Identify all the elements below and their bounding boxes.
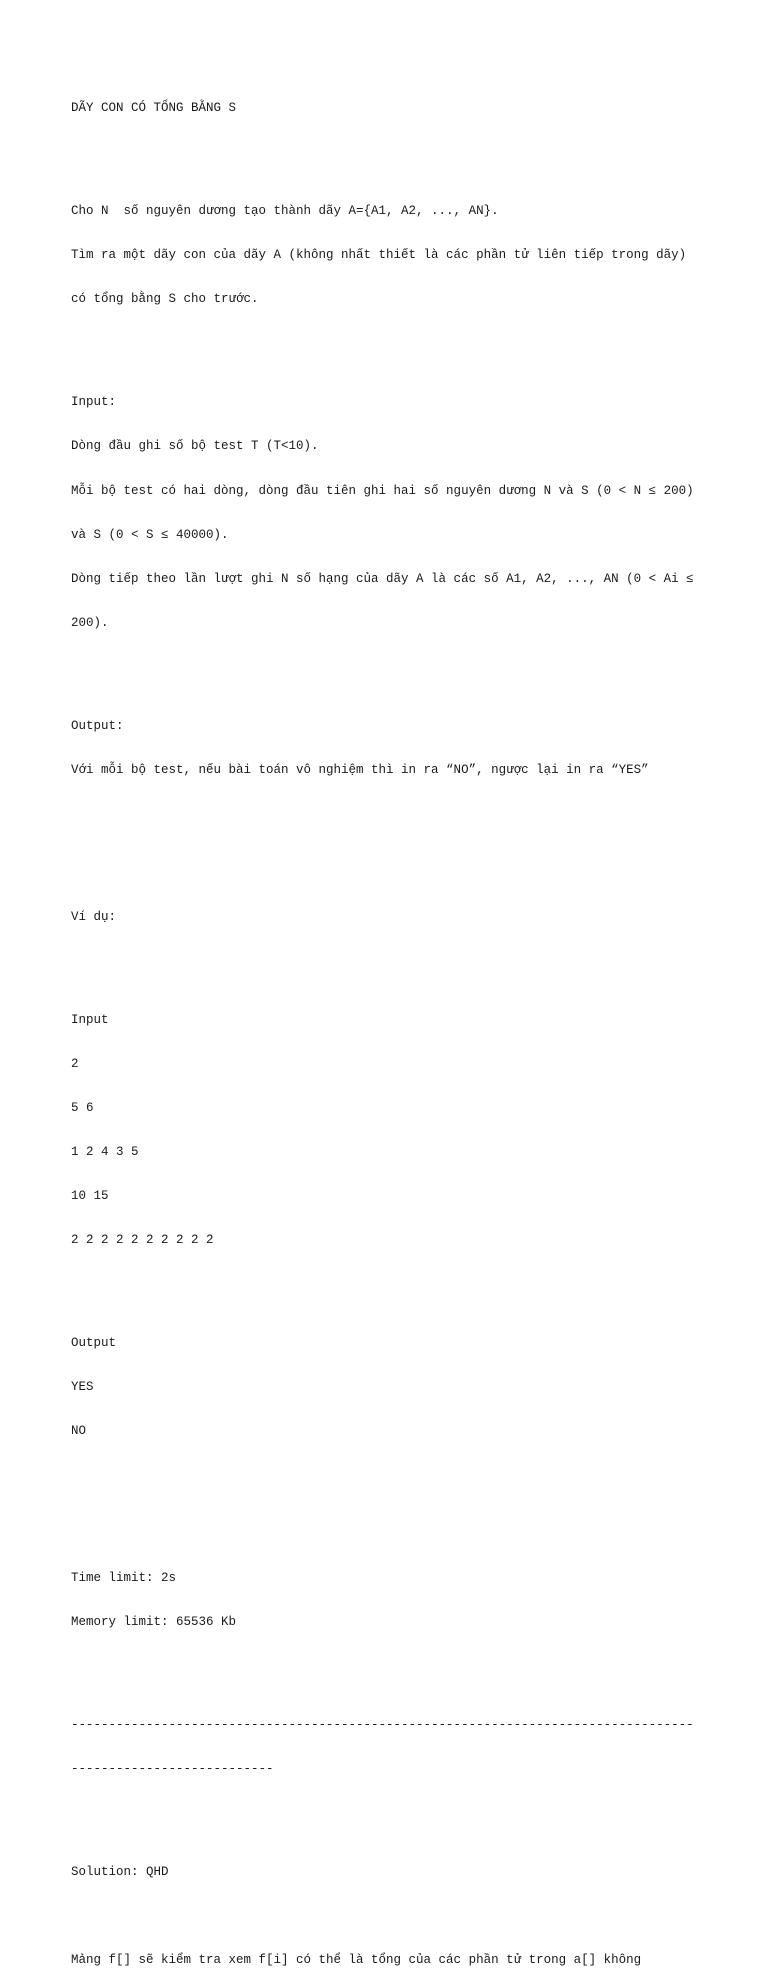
document-body [71,72,711,1983]
spacer [71,807,711,822]
output-heading: Output: [71,718,124,733]
input-line-2: Mỗi bộ test có hai dòng, dòng đầu tiên ghi hai số nguyên dương N và S (0 < N ≤ 200) [71,483,694,498]
example-input-line: 1 2 4 3 5 [71,1144,139,1159]
example-output-line: NO [71,1424,87,1439]
separator-line-2: --------------------------- [71,1762,274,1777]
spacer [71,1512,711,1527]
intro-line-2: Tìm ra một dãy con của dãy A (không nhất thiết là các phần tử liên tiếp trong dãy) [71,248,687,263]
example-input-line: 2 2 2 2 2 2 2 2 2 2 [71,1233,214,1248]
intro-line-1: Cho N số nguyên dương tạo thành dãy A={A1, A2, ..., AN}. [71,204,499,219]
input-line-5: 200). [71,615,109,630]
spacer [71,1806,711,1821]
example-input-label: Input [71,1012,109,1027]
example-output-line: YES [71,1380,94,1395]
output-line-1: Với mỗi bộ test, nếu bài toán vô nghiệm thì in ra “NO”, ngược lại in ra “YES” [71,762,649,777]
spacer [71,954,711,969]
spacer [71,660,711,675]
spacer [71,337,711,352]
intro-line-3: có tổng bằng S cho trước. [71,292,259,307]
document-title: DÃY CON CÓ TỔNG BẰNG S [71,101,237,116]
input-line-1: Dòng đầu ghi số bộ test T (T<10). [71,439,319,454]
separator-line-1: ----------------------------------------------------------------------------------- [71,1718,694,1733]
time-limit: Time limit: 2s [71,1571,177,1586]
solution-text: Mảng f[] sẽ kiểm tra xem f[i] có thể là tổng của các phần tử trong a[] không [71,1953,642,1968]
spacer [71,1909,711,1924]
input-heading: Input: [71,395,117,410]
example-input-line: 5 6 [71,1100,94,1115]
example-heading: Ví dụ: [71,909,117,924]
example-output-label: Output [71,1336,117,1351]
memory-limit: Memory limit: 65536 Kb [71,1615,237,1630]
input-line-3: và S (0 < S ≤ 40000). [71,527,229,542]
spacer [71,1659,711,1674]
spacer [71,1468,711,1483]
input-line-4: Dòng tiếp theo lần lượt ghi N số hạng của dãy A là các số A1, A2, ..., AN (0 < Ai ≤ [71,571,694,586]
example-input-line: 10 15 [71,1189,109,1204]
spacer [71,146,711,161]
spacer [71,1277,711,1292]
solution-label: Solution: QHD [71,1865,169,1880]
spacer [71,851,711,866]
example-input-line: 2 [71,1056,79,1071]
